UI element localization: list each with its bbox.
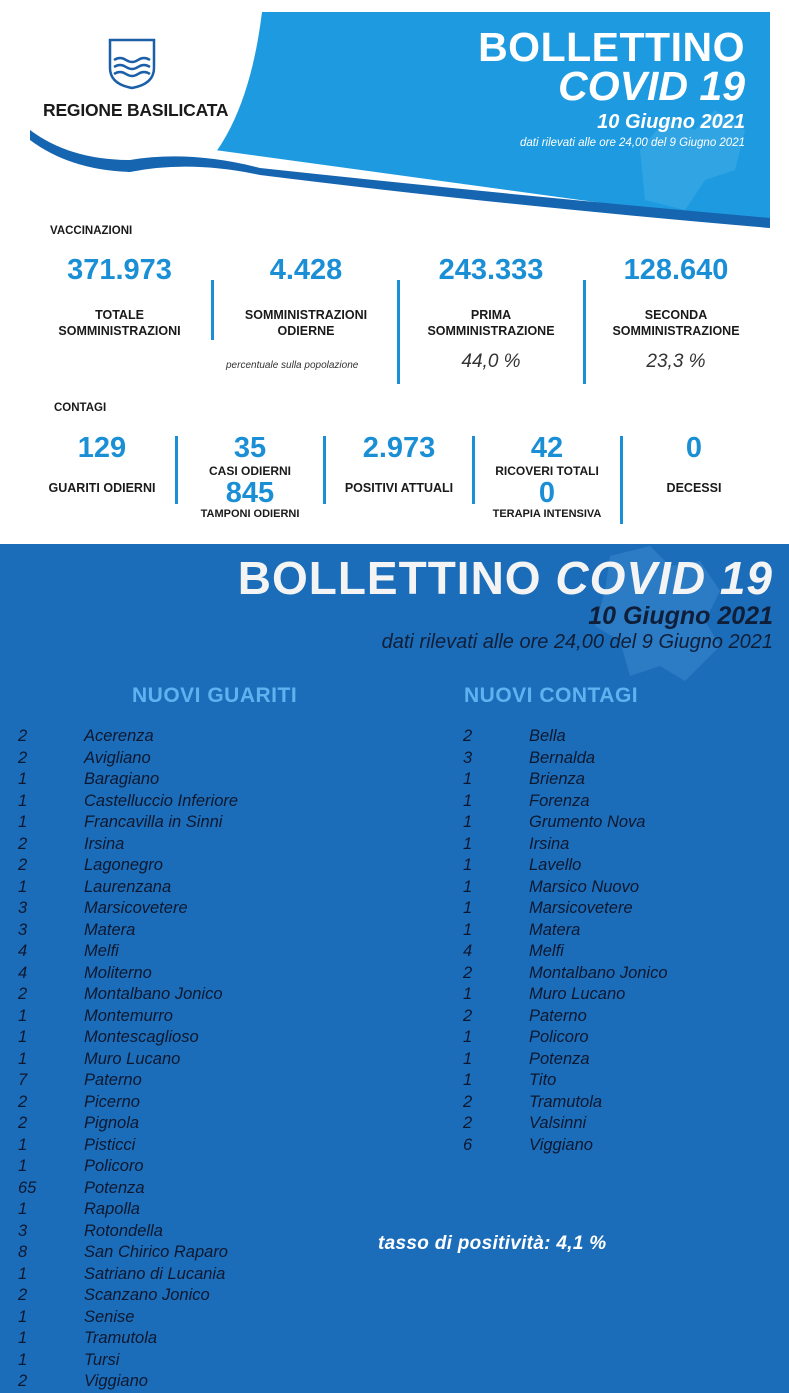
stat-label: SOMMINISTRAZIONE — [427, 324, 555, 338]
stat-value: 243.333 — [438, 254, 544, 286]
list-item — [18, 834, 358, 856]
list-item — [463, 1049, 783, 1071]
list-item — [18, 1135, 358, 1157]
stat-value: 0 — [685, 432, 703, 464]
count-value: 1 — [463, 791, 473, 810]
list-item — [463, 984, 783, 1006]
list-item — [463, 834, 783, 856]
stat-label: TAMPONI ODIERNI — [200, 508, 300, 520]
municipality-name: Muro Lucano — [84, 1049, 181, 1068]
stat-value: 129 — [77, 432, 127, 464]
count-value: 4 — [18, 963, 28, 982]
stat-positivi-attuali — [328, 432, 470, 496]
detail-panel — [0, 544, 789, 1393]
count-value: 1 — [463, 985, 473, 1003]
stat-value: 371.973 — [67, 254, 172, 286]
stat-value: 42 — [530, 432, 564, 464]
count-value: 2 — [18, 748, 28, 767]
count-value: 1 — [18, 1329, 28, 1347]
municipality-name: Lavello — [529, 856, 582, 874]
guariti-list — [18, 726, 358, 1393]
list-item — [18, 1285, 358, 1307]
count-value: 2 — [463, 963, 473, 982]
stat-label: RICOVERI TOTALI — [495, 464, 599, 478]
list-item — [18, 920, 358, 942]
municipality-name: Tramutola — [84, 1329, 158, 1347]
list-item — [18, 812, 358, 834]
count-value: 2 — [18, 1286, 28, 1304]
count-value: 65 — [18, 1178, 37, 1197]
count-value: 1 — [463, 834, 473, 853]
count-value: 2 — [463, 1092, 473, 1111]
list-item — [18, 748, 358, 770]
stat-value: 4.428 — [269, 254, 343, 286]
municipality-name: Rotondella — [84, 1221, 163, 1240]
list-item — [463, 963, 783, 985]
count-value: 2 — [18, 985, 28, 1003]
municipality-name: Satriano di Lucania — [84, 1264, 226, 1283]
bulletin-date: 10 Giugno 2021 — [597, 111, 745, 133]
stat-label: CASI ODIERNI — [208, 464, 291, 478]
municipality-name: Potenza — [84, 1178, 145, 1197]
bulletin-title-2 — [238, 554, 773, 654]
count-value: 1 — [18, 877, 28, 896]
stat-seconda-somministrazione — [592, 254, 760, 373]
stat-label: SOMMINISTRAZIONI — [244, 308, 368, 322]
count-value: 1 — [18, 1350, 28, 1369]
count-value: 1 — [463, 920, 473, 939]
count-value: 6 — [463, 1135, 473, 1154]
stat-label: TERAPIA INTENSIVA — [492, 508, 602, 520]
list-item — [463, 769, 783, 791]
municipality-name: Policoro — [84, 1157, 144, 1175]
list-item — [18, 898, 358, 920]
municipality-name: Baragiano — [84, 770, 160, 788]
count-value: 3 — [18, 899, 28, 917]
vaccinazioni-label: VACCINAZIONI — [50, 225, 133, 237]
bulletin-date-2: 10 Giugno 2021 — [588, 602, 773, 630]
list-item — [18, 1178, 358, 1200]
count-value: 1 — [463, 1028, 473, 1046]
stat-label: SOMMINISTRAZIONI — [58, 324, 181, 338]
municipality-name: Francavilla in Sinni — [84, 813, 223, 831]
count-value: 1 — [463, 899, 473, 917]
list-item — [463, 748, 783, 770]
municipality-name: Tito — [529, 1071, 557, 1089]
list-item — [463, 1092, 783, 1114]
list-item — [463, 855, 783, 877]
municipality-name: Grumento Nova — [529, 813, 646, 831]
percent-note: percentuale sulla popolazione — [226, 360, 359, 371]
count-value: 2 — [463, 1006, 473, 1025]
count-value: 1 — [18, 791, 28, 810]
municipality-name: Montalbano Jonico — [84, 985, 223, 1003]
count-value: 1 — [463, 1071, 473, 1089]
count-value: 1 — [18, 1157, 28, 1175]
list-item — [18, 855, 358, 877]
count-value: 1 — [18, 1307, 28, 1326]
count-value: 1 — [18, 1049, 28, 1068]
title-line1: BOLLETTINO — [478, 24, 745, 70]
list-item — [18, 1092, 358, 1114]
count-value: 2 — [18, 1114, 28, 1132]
list-item — [18, 1156, 358, 1178]
municipality-name: Senise — [84, 1307, 135, 1326]
municipality-name: Laurenzana — [84, 877, 172, 896]
municipality-name: Paterno — [529, 1006, 587, 1025]
stat-totale-somministrazioni — [32, 254, 207, 339]
contagi-list — [463, 726, 783, 1156]
list-item — [463, 1027, 783, 1049]
positivity-rate: tasso di positività: 4,1 % — [378, 1233, 607, 1254]
title-b: COVID 19 — [555, 552, 773, 604]
divider — [472, 436, 475, 504]
count-value: 1 — [18, 1028, 28, 1046]
list-item — [463, 1070, 783, 1092]
count-value: 2 — [18, 727, 28, 745]
count-value: 1 — [18, 1200, 28, 1218]
municipality-name: Potenza — [529, 1049, 590, 1068]
basilicata-shield-icon — [108, 38, 156, 90]
summary-panel — [0, 0, 789, 544]
list-item — [18, 1307, 358, 1329]
municipality-name: Tursi — [84, 1350, 120, 1369]
list-item — [18, 1049, 358, 1071]
count-value: 1 — [18, 770, 28, 788]
count-value: 2 — [18, 1092, 28, 1111]
list-item — [463, 1135, 783, 1157]
municipality-name: Rapolla — [84, 1200, 140, 1218]
municipality-name: Tramutola — [529, 1092, 603, 1111]
municipality-name: Bella — [529, 727, 566, 745]
municipality-name: Policoro — [529, 1028, 589, 1046]
stat-label: POSITIVI ATTUALI — [344, 481, 454, 495]
list-item — [18, 1371, 358, 1393]
municipality-name: Melfi — [84, 942, 119, 960]
municipality-name: Moliterno — [84, 963, 152, 982]
list-item — [463, 726, 783, 748]
stat-value: 128.640 — [623, 254, 729, 286]
list-item — [18, 963, 358, 985]
municipality-name: San Chirico Raparo — [84, 1243, 228, 1261]
count-value: 4 — [18, 942, 28, 960]
divider — [211, 280, 214, 340]
municipality-name: Matera — [84, 920, 136, 939]
list-item — [18, 1006, 358, 1028]
stat-somministrazioni-odierne — [220, 254, 392, 339]
list-item — [463, 941, 783, 963]
count-value: 1 — [18, 1135, 28, 1154]
municipality-name: Avigliano — [84, 748, 151, 767]
count-value: 1 — [463, 770, 473, 788]
bulletin-subtitle-2: dati rilevati alle ore 24,00 del 9 Giugno 2021 — [381, 631, 773, 653]
list-item — [463, 920, 783, 942]
count-value: 2 — [463, 1114, 473, 1132]
region-name: REGIONE BASILICATA — [43, 100, 229, 120]
list-item — [463, 791, 783, 813]
divider — [323, 436, 326, 504]
stat-casi-odierni — [180, 432, 320, 520]
stat-guariti-odierni — [32, 432, 172, 496]
count-value: 1 — [18, 1264, 28, 1283]
municipality-name: Lagonegro — [84, 856, 163, 874]
count-value: 2 — [18, 834, 28, 853]
count-value: 4 — [463, 942, 473, 960]
list-item — [18, 791, 358, 813]
list-item — [18, 726, 358, 748]
count-value: 2 — [18, 1372, 28, 1390]
list-item — [18, 877, 358, 899]
list-item — [18, 1199, 358, 1221]
list-item — [463, 812, 783, 834]
municipality-name: Paterno — [84, 1071, 142, 1089]
nuovi-guariti-heading: NUOVI GUARITI — [132, 684, 298, 707]
stat-decessi — [625, 432, 763, 496]
stat-prima-somministrazione — [405, 254, 577, 373]
municipality-name: Montemurro — [84, 1006, 173, 1025]
list-item — [18, 1350, 358, 1372]
municipality-name: Forenza — [529, 791, 590, 810]
list-item — [463, 1006, 783, 1028]
municipality-name: Picerno — [84, 1092, 140, 1111]
stat-ricoveri-totali — [477, 432, 617, 520]
municipality-name: Castelluccio Inferiore — [84, 791, 239, 810]
stat-label: PRIMA — [470, 308, 512, 322]
municipality-name: Pisticci — [84, 1135, 136, 1154]
title-line2: COVID 19 — [558, 63, 745, 109]
municipality-name: Valsinni — [529, 1114, 587, 1132]
count-value: 1 — [463, 877, 473, 896]
nuovi-contagi-heading: NUOVI CONTAGI — [464, 684, 639, 707]
count-value: 7 — [18, 1071, 28, 1089]
stat-label: DECESSI — [666, 481, 722, 495]
stat-percent: 23,3 % — [646, 351, 706, 372]
bulletin-title — [478, 24, 745, 150]
stat-value: 845 — [225, 477, 275, 509]
list-item — [18, 1027, 358, 1049]
stat-value: 0 — [538, 477, 556, 509]
divider — [397, 280, 400, 384]
stat-label: TOTALE — [95, 308, 144, 322]
list-item — [463, 898, 783, 920]
municipality-name: Irsina — [529, 834, 570, 853]
list-item — [463, 877, 783, 899]
municipality-name: Marsicovetere — [529, 899, 633, 917]
municipality-name: Viggiano — [529, 1135, 593, 1154]
stat-label: SOMMINISTRAZIONE — [612, 324, 740, 338]
count-value: 3 — [18, 1221, 28, 1240]
region-logo — [30, 36, 230, 136]
municipality-name: Montescaglioso — [84, 1028, 199, 1046]
count-value: 3 — [463, 748, 473, 767]
stat-value: 2.973 — [362, 432, 436, 464]
stat-value: 35 — [233, 432, 267, 464]
count-value: 2 — [18, 856, 28, 874]
divider — [620, 436, 623, 524]
stat-label: SECONDA — [644, 308, 708, 322]
contagi-label: CONTAGI — [54, 402, 107, 414]
municipality-name: Melfi — [529, 942, 564, 960]
list-item — [463, 1113, 783, 1135]
stat-label: ODIERNE — [277, 324, 335, 338]
list-item — [18, 984, 358, 1006]
municipality-name: Bernalda — [529, 748, 596, 767]
municipality-name: Matera — [529, 920, 581, 939]
municipality-name: Irsina — [84, 834, 125, 853]
bulletin-subtitle: dati rilevati alle ore 24,00 del 9 Giugno 2021 — [519, 137, 745, 149]
count-value: 2 — [463, 727, 473, 745]
count-value: 1 — [463, 856, 473, 874]
divider — [175, 436, 178, 504]
municipality-name: Muro Lucano — [529, 985, 626, 1003]
list-item — [18, 1328, 358, 1350]
stat-label: GUARITI ODIERNI — [48, 481, 156, 495]
count-value: 1 — [463, 1049, 473, 1068]
list-item — [18, 769, 358, 791]
count-value: 1 — [18, 1006, 28, 1025]
count-value: 3 — [18, 920, 28, 939]
count-value: 8 — [18, 1243, 28, 1261]
title-a: BOLLETTINO — [237, 552, 542, 604]
list-item — [18, 1070, 358, 1092]
stat-percent: 44,0 % — [461, 351, 521, 372]
count-value: 1 — [18, 813, 28, 831]
list-item — [18, 1242, 358, 1264]
municipality-name: Viggiano — [84, 1372, 148, 1390]
list-item — [18, 1264, 358, 1286]
municipality-name: Marsico Nuovo — [529, 877, 640, 896]
municipality-name: Marsicovetere — [84, 899, 188, 917]
municipality-name: Scanzano Jonico — [84, 1286, 210, 1304]
title-line — [238, 554, 773, 602]
municipality-name: Acerenza — [84, 727, 154, 745]
list-item — [18, 941, 358, 963]
municipality-name: Montalbano Jonico — [529, 963, 668, 982]
list-item — [18, 1221, 358, 1243]
divider — [583, 280, 586, 384]
count-value: 1 — [463, 813, 473, 831]
municipality-name: Brienza — [529, 770, 585, 788]
list-item — [18, 1113, 358, 1135]
municipality-name: Pignola — [84, 1114, 140, 1132]
